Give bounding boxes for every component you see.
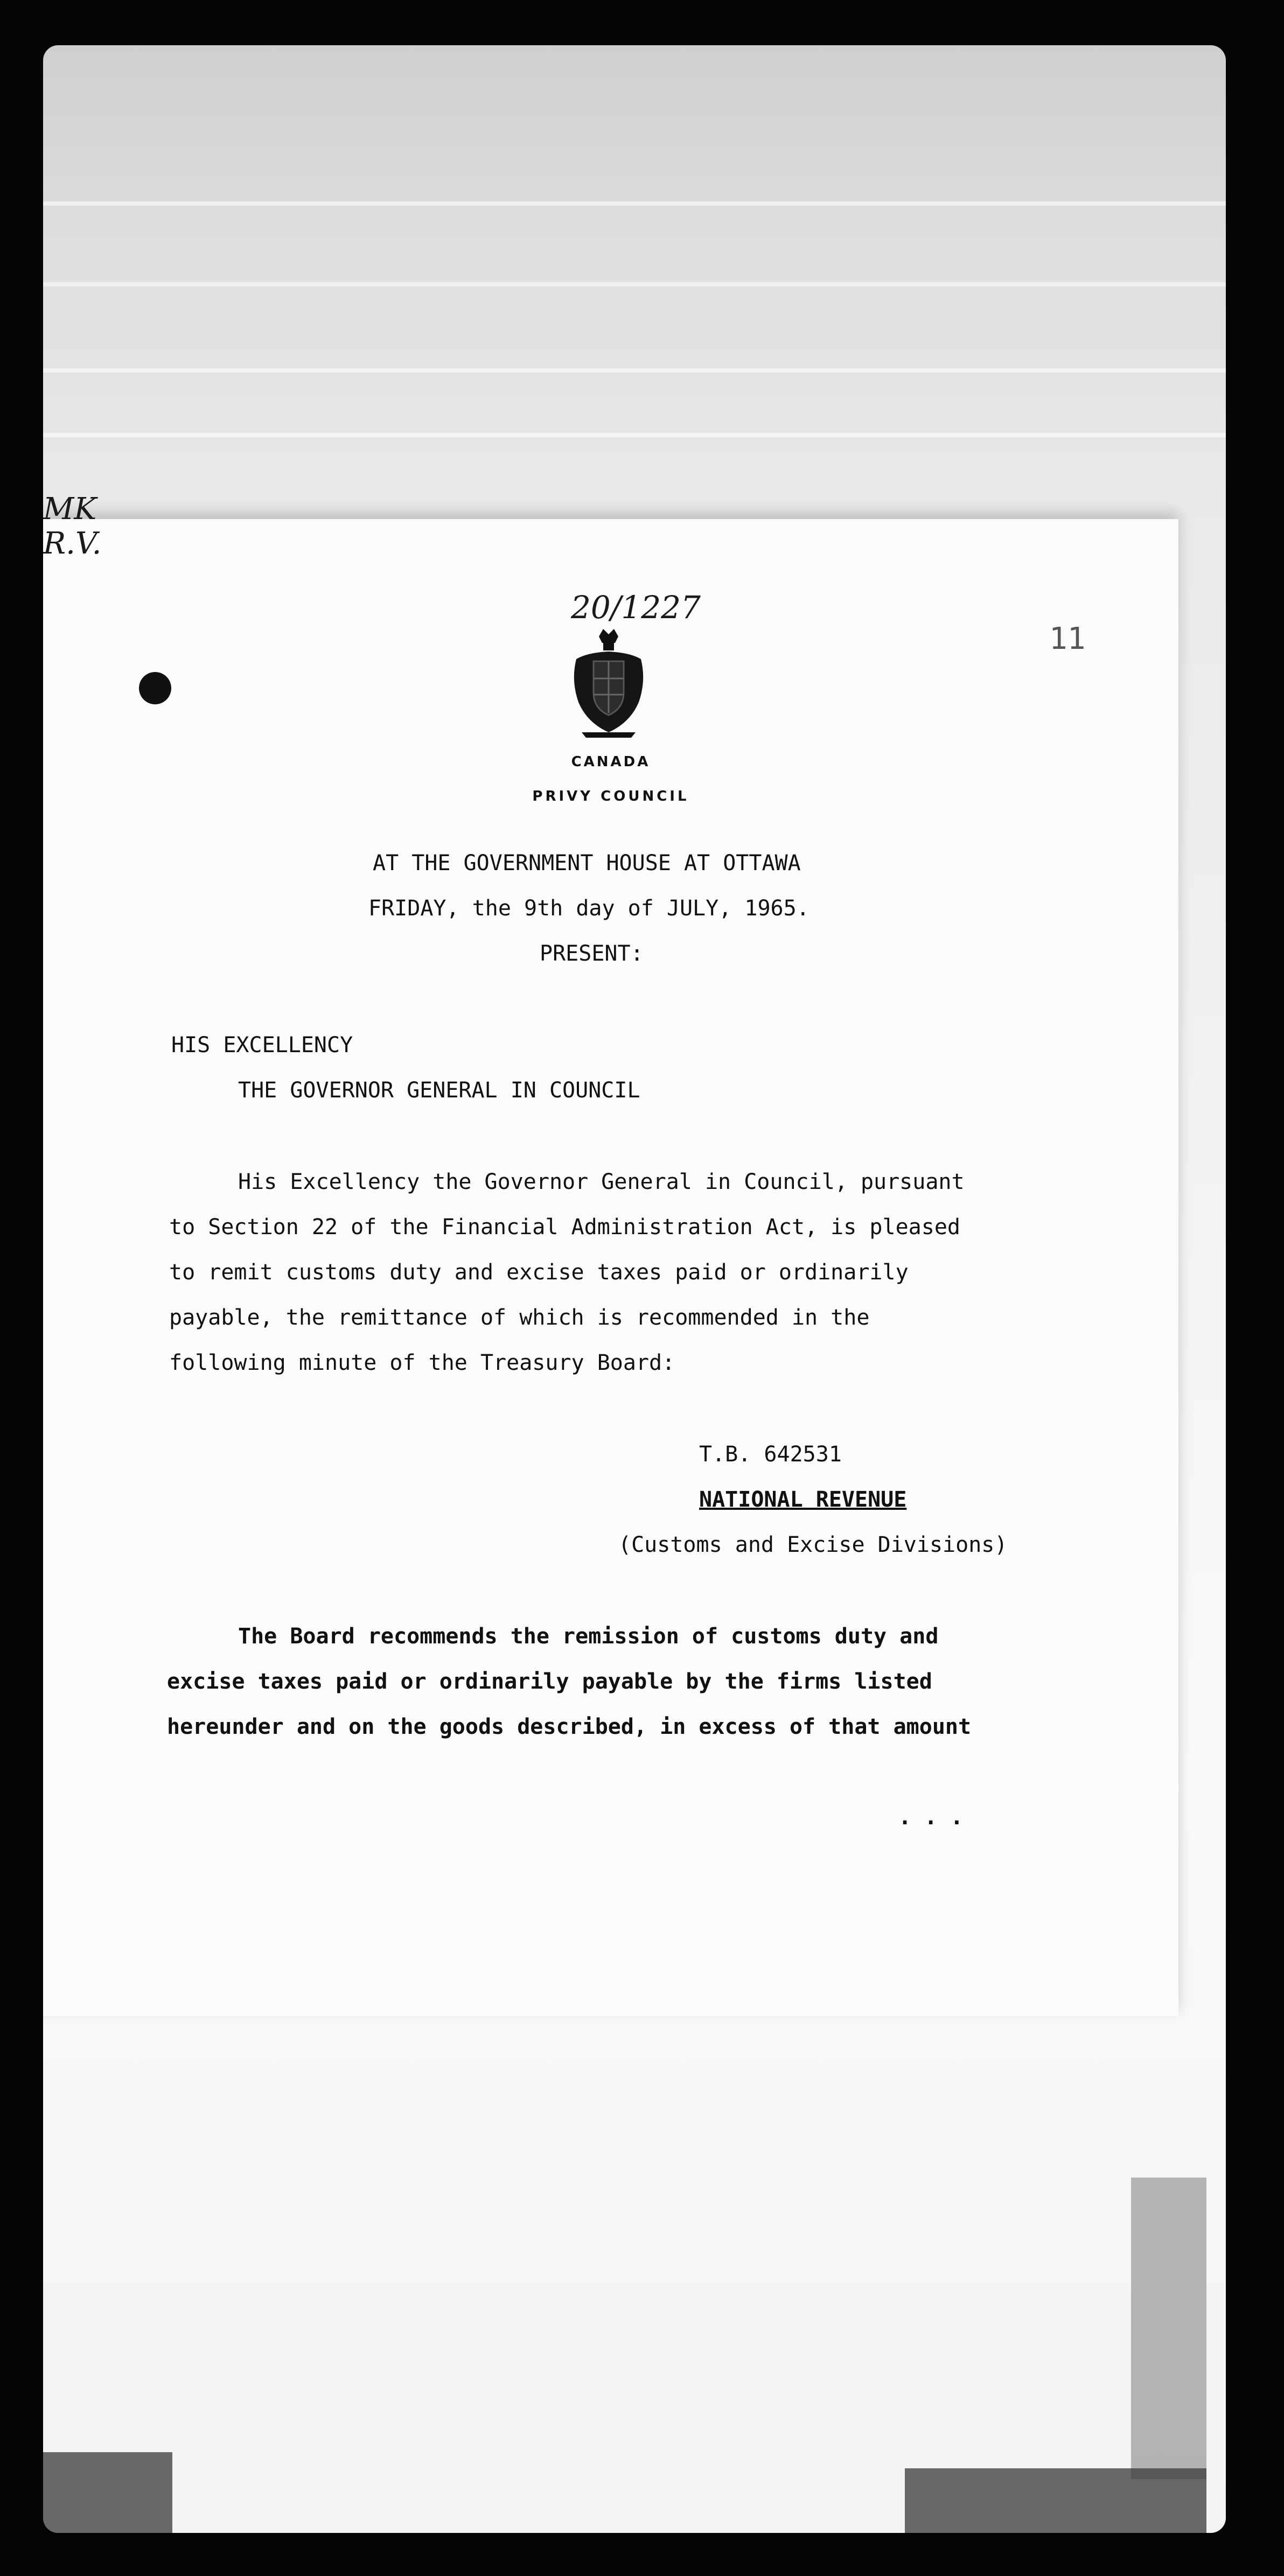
handwritten-margin-note [43, 492, 101, 561]
heading-location: AT THE GOVERNMENT HOUSE AT OTTAWA [373, 851, 801, 876]
punch-hole [139, 672, 171, 704]
paragraph-1-line: following minute of the Treasury Board: [169, 1350, 675, 1375]
film-edge-artifact [43, 2452, 172, 2533]
paragraph-2-line: excise taxes paid or ordinarily payable by the firms listed [167, 1669, 932, 1694]
margin-note-line: R.V. [43, 526, 102, 561]
paragraph-1-line: to Section 22 of the Financial Administration Act, is pleased [169, 1215, 961, 1240]
department-name: NATIONAL REVENUE [699, 1487, 907, 1512]
divisions-line: (Customs and Excise Divisions) [618, 1532, 1008, 1557]
paragraph-2-line: hereunder and on the goods described, in excess of that amount [167, 1714, 972, 1739]
paragraph-1-line: His Excellency the Governor General in Council, pursuant [238, 1170, 965, 1194]
scan-streak [43, 368, 1226, 373]
scan-streak [43, 433, 1226, 437]
addressee-line-1: HIS EXCELLENCY [171, 1033, 353, 1058]
heading-date: FRIDAY, the 9th day of JULY, 1965. [368, 896, 810, 921]
handwritten-reference-number: 20/1227 [571, 589, 701, 626]
scan-streak [43, 282, 1226, 286]
continuation-mark: . . . [898, 1805, 964, 1830]
treasury-board-number: T.B. 642531 [699, 1442, 842, 1467]
heading-present: PRESENT: [540, 941, 644, 966]
film-edge-artifact [1131, 2178, 1206, 2479]
margin-note-line: MK [43, 492, 97, 527]
paragraph-2-line: The Board recommends the remission of customs duty and [238, 1624, 939, 1649]
privy-council-label: PRIVY COUNCIL [532, 788, 689, 804]
coat-of-arms-icon [566, 627, 652, 740]
scanned-microfilm-frame [43, 45, 1226, 2533]
order-in-council-page [43, 519, 1178, 2016]
page-number: 11 [1049, 621, 1086, 656]
paragraph-1-line: to remit customs duty and excise taxes paid or ordinarily [169, 1260, 909, 1285]
addressee-line-2: THE GOVERNOR GENERAL IN COUNCIL [238, 1078, 640, 1103]
paragraph-1-line: payable, the remittance of which is recommended in the [169, 1305, 870, 1330]
crest-label-canada: CANADA [571, 754, 651, 770]
scan-streak [43, 201, 1226, 206]
